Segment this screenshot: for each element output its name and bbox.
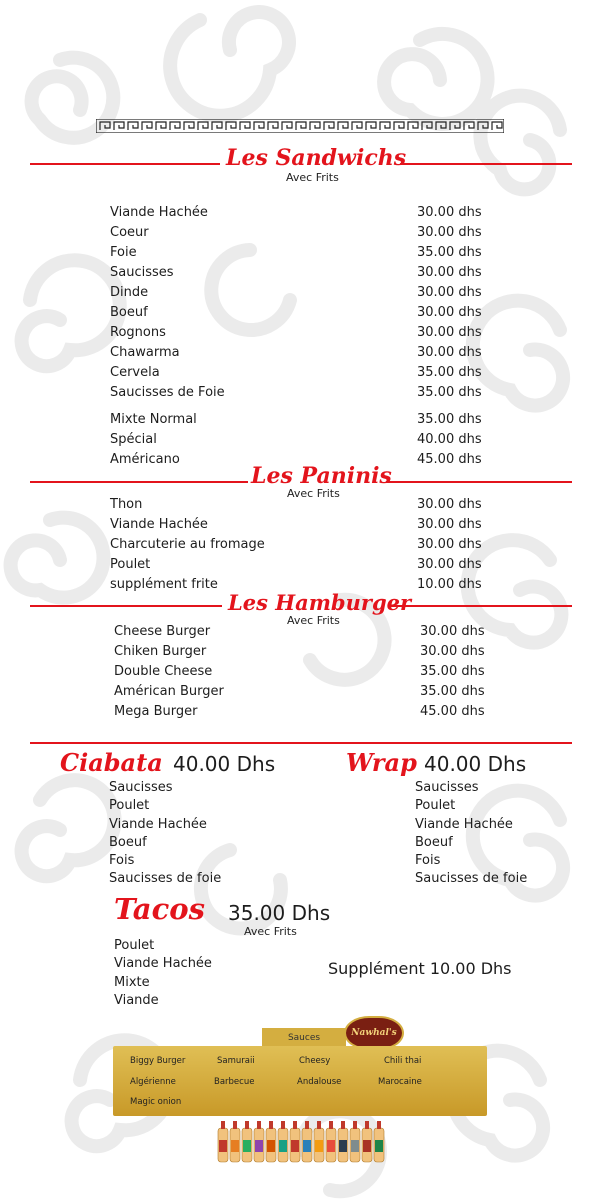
list-item: Saucisses bbox=[109, 780, 173, 795]
sauce-bottle bbox=[219, 1140, 227, 1152]
sauce-bottle bbox=[279, 1140, 287, 1152]
sauce-bottle bbox=[267, 1140, 275, 1152]
menu-item-price: 30.00 dhs bbox=[417, 305, 482, 320]
menu-item-price: 30.00 dhs bbox=[417, 557, 482, 572]
menu-item-price: 35.00 dhs bbox=[417, 365, 482, 380]
sauce-bottle bbox=[327, 1140, 335, 1152]
brand-label: Nawhal's bbox=[351, 1028, 397, 1038]
sauce-bottle bbox=[293, 1121, 297, 1129]
menu-item-price: 35.00 dhs bbox=[417, 245, 482, 260]
sauce-bottle bbox=[245, 1121, 249, 1129]
hamburger-line-left bbox=[30, 605, 222, 607]
paninis-subtitle: Avec Frits bbox=[287, 487, 340, 500]
menu-item-name: Mega Burger bbox=[114, 704, 198, 719]
sauce-bottle bbox=[375, 1140, 383, 1152]
sauce-bottle bbox=[221, 1121, 225, 1129]
menu-item-name: Américano bbox=[110, 452, 180, 467]
list-item: Poulet bbox=[415, 798, 456, 814]
sauce-item: Samuraii bbox=[217, 1056, 255, 1066]
sauce-bottle bbox=[339, 1140, 347, 1152]
sauce-item: Algérienne bbox=[130, 1077, 176, 1087]
tacos-supplement: Supplément 10.00 Dhs bbox=[328, 959, 512, 978]
paninis-title: Les Paninis bbox=[251, 463, 392, 489]
sauce-bottle bbox=[255, 1140, 263, 1152]
sauce-bottle bbox=[257, 1121, 261, 1129]
list-item: Viande bbox=[114, 992, 159, 1008]
list-item: Saucisses bbox=[415, 780, 479, 795]
menu-item-name: Viande Hachée bbox=[110, 205, 208, 220]
menu-item-price: 35.00 dhs bbox=[417, 385, 482, 400]
menu-item-price: 35.00 dhs bbox=[420, 684, 485, 699]
menu-item-name: Spécial bbox=[110, 432, 157, 447]
tacos-price: 35.00 Dhs bbox=[228, 901, 331, 925]
sauce-bottle bbox=[243, 1140, 251, 1152]
menu-item-name: Boeuf bbox=[110, 305, 148, 320]
sauce-bottle bbox=[317, 1121, 321, 1129]
menu-item-price: 30.00 dhs bbox=[417, 225, 482, 240]
tacos-title: Tacos bbox=[114, 892, 205, 926]
menu-item-price: 45.00 dhs bbox=[420, 704, 485, 719]
menu-item-name: Cervela bbox=[110, 365, 160, 380]
sauce-item: Andalouse bbox=[297, 1077, 342, 1087]
menu-item-name: Mixte Normal bbox=[110, 412, 197, 427]
menu-item-name: Américan Burger bbox=[114, 684, 224, 699]
list-item: Boeuf bbox=[415, 834, 453, 850]
wrap-price: 40.00 Dhs bbox=[424, 752, 527, 776]
sauce-item: Biggy Burger bbox=[130, 1056, 186, 1066]
menu-item-name: Coeur bbox=[110, 225, 149, 240]
sauce-item: Marocaine bbox=[378, 1077, 422, 1087]
menu-item-name: Foie bbox=[110, 245, 137, 260]
sauce-bottle bbox=[353, 1121, 357, 1129]
menu-item-name: Double Cheese bbox=[114, 664, 213, 679]
list-item: Saucisses de foie bbox=[415, 871, 528, 887]
menu-item-name: Rognons bbox=[110, 325, 166, 340]
menu-item-name: Chiken Burger bbox=[114, 644, 207, 659]
menu-item-price: 30.00 dhs bbox=[417, 537, 482, 552]
wrap-title: Wrap bbox=[346, 748, 417, 777]
list-item: Poulet bbox=[114, 938, 155, 953]
menu-item-price: 35.00 dhs bbox=[417, 412, 482, 427]
menu-item-name: Saucisses de Foie bbox=[110, 385, 225, 400]
menu-item-name: Viande Hachée bbox=[110, 517, 208, 532]
menu-item-price: 30.00 dhs bbox=[417, 497, 482, 512]
sandwichs-line-right bbox=[400, 163, 572, 165]
list-item: Viande Hachée bbox=[415, 816, 513, 832]
sauce-bottle bbox=[305, 1121, 309, 1129]
menu-item-name: Chawarma bbox=[110, 345, 180, 360]
sauce-bottle bbox=[231, 1140, 239, 1152]
menu-item-name: Thon bbox=[110, 497, 143, 512]
menu-item-price: 10.00 dhs bbox=[417, 577, 482, 592]
sauce-bottle bbox=[291, 1140, 299, 1152]
menu-item-price: 30.00 dhs bbox=[417, 517, 482, 532]
sauce-bottle bbox=[303, 1140, 311, 1152]
list-item: Fois bbox=[415, 853, 441, 869]
sauce-bottle bbox=[315, 1140, 323, 1152]
ciabata-title: Ciabata bbox=[60, 748, 163, 777]
sauce-bottle bbox=[233, 1121, 237, 1129]
ciabata-price: 40.00 Dhs bbox=[173, 752, 276, 776]
menu-item-price: 45.00 dhs bbox=[417, 452, 482, 467]
menu-item-price: 30.00 dhs bbox=[417, 205, 482, 220]
hamburger-line-right bbox=[388, 605, 572, 607]
menu-item-price: 30.00 dhs bbox=[417, 325, 482, 340]
hamburger-subtitle: Avec Frits bbox=[287, 614, 340, 627]
sauce-item: Cheesy bbox=[299, 1056, 331, 1066]
sauce-bottles-illustration bbox=[214, 1120, 386, 1164]
sauce-bottle bbox=[351, 1140, 359, 1152]
sauce-item: Chili thai bbox=[384, 1056, 422, 1066]
menu-item-price: 35.00 dhs bbox=[420, 664, 485, 679]
sandwichs-subtitle: Avec Frits bbox=[286, 171, 339, 184]
brand-badge bbox=[344, 1016, 404, 1050]
sauce-bottle bbox=[341, 1121, 345, 1129]
menu-item-name: Poulet bbox=[110, 557, 151, 572]
list-item: Boeuf bbox=[109, 834, 147, 850]
sauce-bottle bbox=[329, 1121, 333, 1129]
sauces-tab: Sauces bbox=[262, 1028, 346, 1048]
menu-item-name: Cheese Burger bbox=[114, 624, 211, 639]
paninis-line-left bbox=[30, 481, 248, 483]
sauce-bottle bbox=[281, 1121, 285, 1129]
list-item: Fois bbox=[109, 853, 135, 869]
sauce-item: Magic onion bbox=[130, 1097, 182, 1107]
sandwichs-line-left bbox=[30, 163, 220, 165]
menu-item-price: 30.00 dhs bbox=[417, 265, 482, 280]
sauce-bottle bbox=[365, 1121, 369, 1129]
menu-item-price: 30.00 dhs bbox=[417, 285, 482, 300]
greek-key-border bbox=[96, 119, 504, 133]
sauce-item: Barbecue bbox=[214, 1077, 255, 1087]
list-item: Poulet bbox=[109, 798, 150, 814]
paninis-line-right bbox=[386, 481, 572, 483]
list-item: Mixte bbox=[114, 974, 150, 990]
menu-item-name: Dinde bbox=[110, 285, 149, 300]
sauce-bottle bbox=[269, 1121, 273, 1129]
menu-item-name: Charcuterie au fromage bbox=[110, 537, 265, 552]
wrap-list bbox=[415, 779, 527, 889]
menu-item-name: Saucisses bbox=[110, 265, 174, 280]
menu-item-price: 30.00 dhs bbox=[420, 644, 485, 659]
list-item: Viande Hachée bbox=[109, 816, 207, 832]
menu-item-price: 30.00 dhs bbox=[417, 345, 482, 360]
sauce-bottle bbox=[377, 1121, 381, 1129]
menu-item-price: 30.00 dhs bbox=[420, 624, 485, 639]
sandwichs-title: Les Sandwichs bbox=[226, 145, 407, 171]
ciabata-list bbox=[109, 779, 221, 889]
list-item: Saucisses de foie bbox=[109, 871, 222, 887]
menu-item-name: supplément frite bbox=[110, 577, 218, 592]
list-item: Viande Hachée bbox=[114, 956, 212, 972]
tacos-list bbox=[114, 937, 212, 1010]
tacos-subtitle: Avec Frits bbox=[244, 925, 297, 938]
divider-line bbox=[30, 742, 572, 744]
sauce-bottle bbox=[363, 1140, 371, 1152]
hamburger-title: Les Hamburger bbox=[228, 590, 412, 615]
menu-item-price: 40.00 dhs bbox=[417, 432, 482, 447]
